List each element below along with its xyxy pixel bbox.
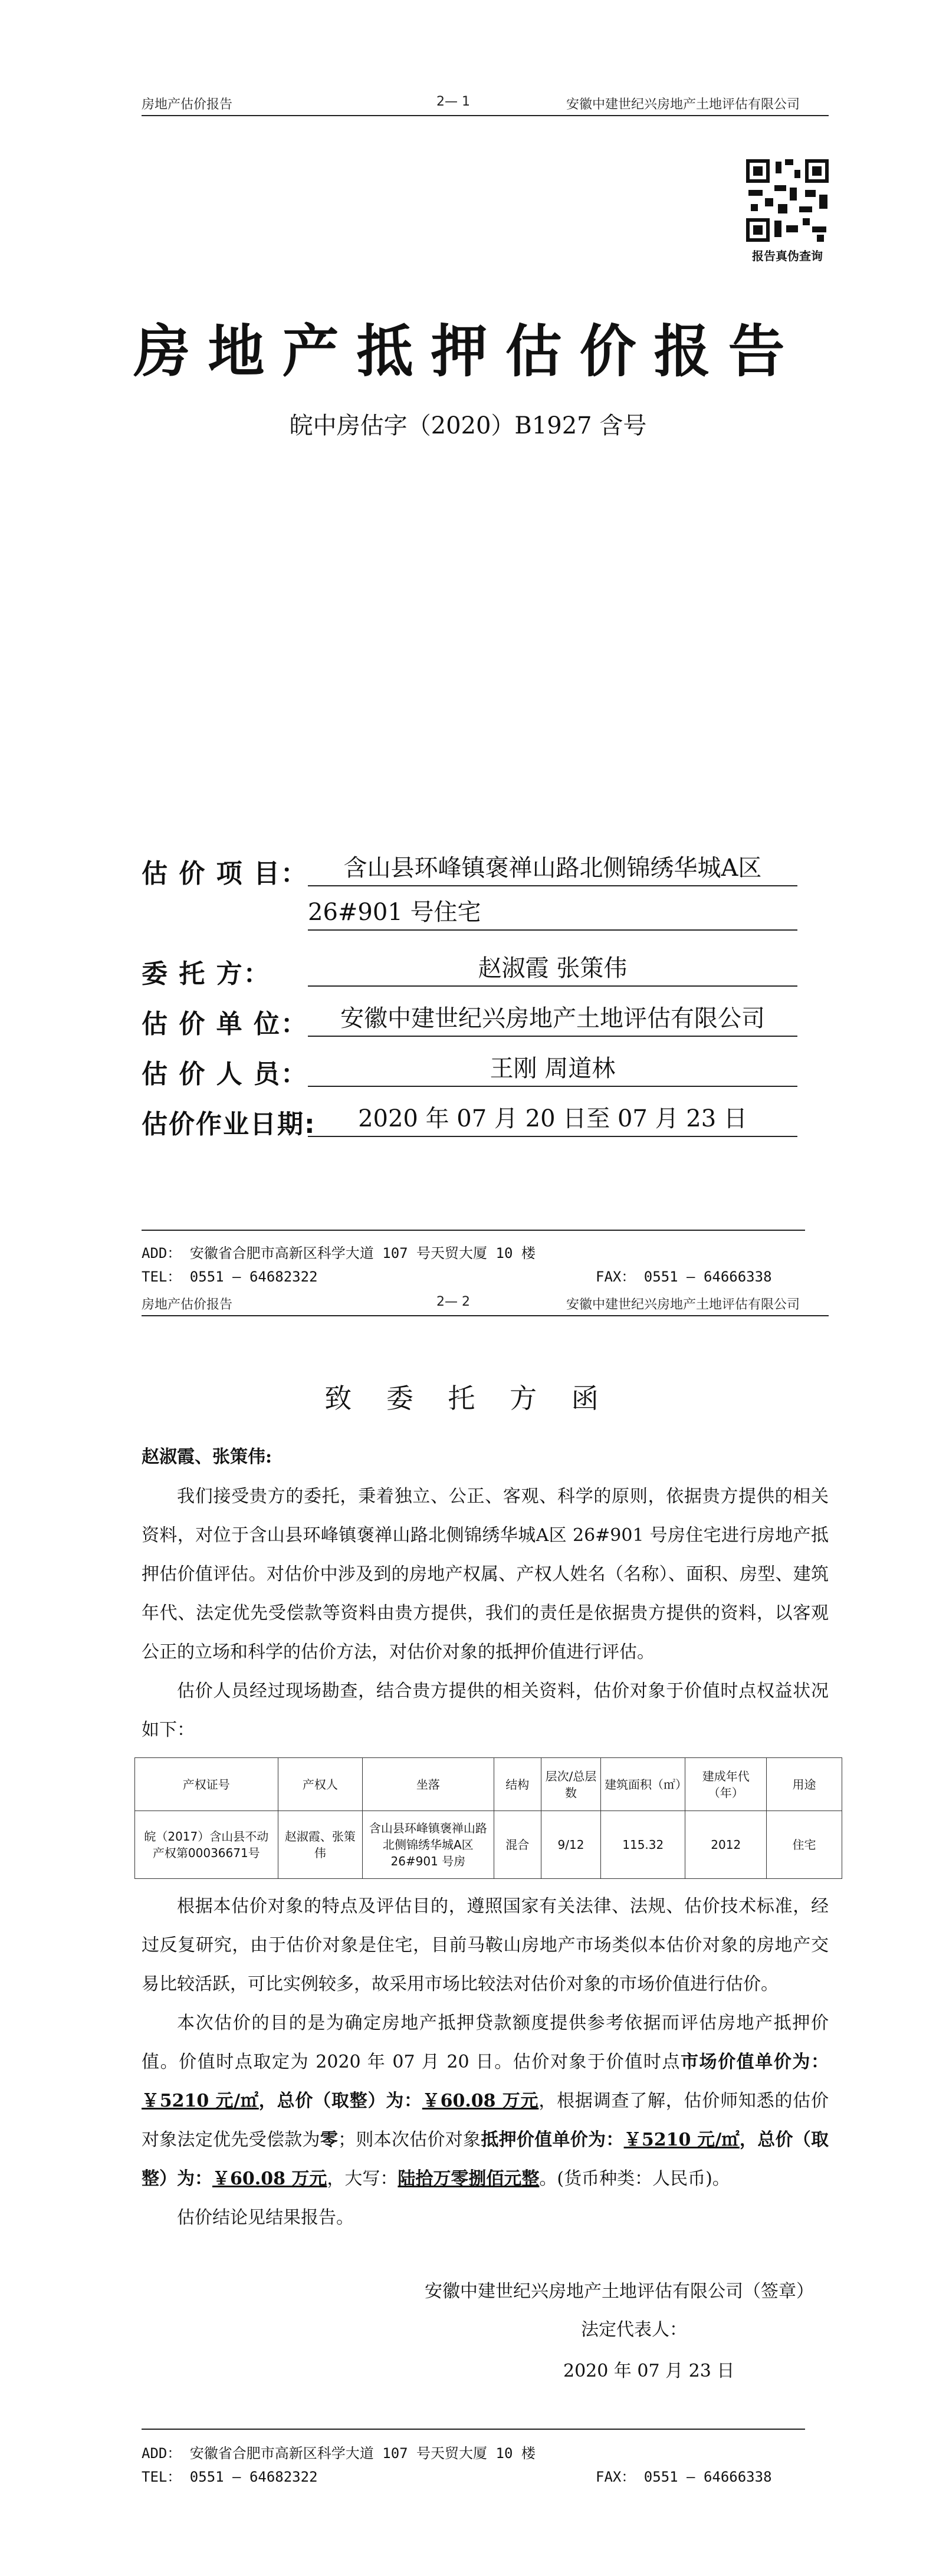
running-header-page: 2— 2 (436, 1294, 470, 1309)
project-value-line1: 含山县环峰镇褒禅山路北侧锦绣华城A区 (308, 849, 797, 886)
footer-address: ADD： 安徽省合肥市高新区科学大道 107 号天贸大厦 10 楼 (142, 1245, 536, 1261)
market-unit-price: ￥5210 元/㎡ (142, 2091, 259, 2111)
date-label: 估价作业日期: (142, 1109, 316, 1139)
mortgage-unit-price: ￥5210 元/㎡ (623, 2130, 740, 2150)
table-header-cell: 产权证号 (135, 1758, 278, 1811)
amount-in-words: 陆拾万零捌佰元整 (398, 2168, 540, 2189)
property-rights-table (134, 1757, 842, 1879)
table-cell-structure: 混合 (494, 1811, 541, 1879)
signature-company: 安徽中建世纪兴房地产土地评估有限公司（签章） (425, 2281, 814, 2302)
unit-value: 安徽中建世纪兴房地产土地评估有限公司 (308, 1000, 797, 1037)
project-label: 估 价 项 目： (142, 859, 308, 889)
footer-tel: TEL： 0551 — 64682322 (142, 1269, 318, 1285)
qr-caption: 报告真伪查询 (752, 249, 823, 263)
mortgage-total-price: ￥60.08 万元 (212, 2168, 327, 2189)
letter-title: 致 委 托 方 函 (324, 1382, 612, 1414)
footer-fax: FAX： 0551 — 64666338 (596, 1269, 772, 1285)
header-rule (142, 115, 829, 116)
table-cell-year: 2012 (685, 1811, 767, 1879)
running-header-left: 房地产估价报告 (142, 1297, 233, 1312)
table-cell-usage: 住宅 (767, 1811, 842, 1879)
running-header-right: 安徽中建世纪兴房地产土地评估有限公司 (566, 97, 800, 112)
signature-legal-rep: 法定代表人： (581, 2319, 687, 2340)
footer-rule (142, 2429, 805, 2430)
table-header-cell: 结构 (494, 1758, 541, 1811)
market-total-price: ￥60.08 万元 (422, 2091, 539, 2111)
letter-paragraph-1: 我们接受贵方的委托，秉着独立、公正、客观、科学的原则，依据贵方提供的相关资料，对位于含山县环峰镇褒禅山路北侧锦绣华城A区 26#901 号房住宅进行房地产抵押估价值评估。对估价中涉及到的房地产权属、产权人姓名（名称）、面积、房型、建筑年代、法定优先受偿款等资料由贵方提供，我们的责任是依据贵方提供的资料，以客观公正的立场和科学的估价方法，对估价对象的抵押价值进行评估。 (142, 1486, 829, 1662)
table-header-cell: 产权人 (278, 1758, 363, 1811)
table-cell-cert-no: 皖（2017）含山县不动产权第00036671号 (135, 1811, 278, 1879)
running-header-right: 安徽中建世纪兴房地产土地评估有限公司 (566, 1297, 800, 1312)
table-row (135, 1811, 842, 1879)
running-header-page: 2— 1 (436, 94, 470, 109)
staff-label: 估 价 人 员： (142, 1059, 308, 1089)
staff-value: 王刚 周道林 (308, 1050, 797, 1087)
table-header-cell: 坐落 (363, 1758, 494, 1811)
project-value-line2: 26#901 号住宅 (308, 893, 797, 931)
footer-fax: FAX： 0551 — 64666338 (596, 2469, 772, 2485)
date-value: 2020 年 07 月 20 日至 07 月 23 日 (308, 1100, 797, 1137)
qr-code-icon (746, 159, 829, 242)
table-header-cell: 层次/总层数 (541, 1758, 600, 1811)
table-cell-owner: 赵淑霞、张策伟 (278, 1811, 363, 1879)
signature-date: 2020 年 07 月 23 日 (563, 2361, 735, 2381)
report-title: 房地产抵押估价报告 (133, 318, 803, 385)
salutation: 赵淑霞、张策伟: (142, 1447, 272, 1467)
letter-paragraph-5: 估价结论见结果报告。 (177, 2207, 354, 2228)
letter-paragraph-3: 根据本估价对象的特点及评估目的，遵照国家有关法律、法规、估价技术标准，经过反复研究，由于估价对象是住宅，目前马鞍山房地产市场类似本估价对象的房地产交易比较活跃，可比实例较多，故采用市场比较法对估价对象的市场价值进行估价。 (142, 1896, 829, 1995)
letter-paragraph-4: 本次估价的目的是为确定房地产抵押贷款额度提供参考依据而评估房地产抵押价值。价值时点取定为 2020 年 07 月 20 日。估价对象于价值时点市场价值单价为：￥5210 元/㎡，总价（取整）为：￥60.08 万元，根据调查了解，估价师知悉的估价对象法定优先受偿款为零；则本次估价对象抵押价值单价为：￥5210 元/㎡，总价（取整）为：￥60.08 万元，大写：陆拾万零捌佰元整。(货币种类：人民币)。 (142, 2013, 829, 2189)
client-value: 赵淑霞 张策伟 (308, 949, 797, 987)
table-header-cell: 建成年代（年） (685, 1758, 767, 1811)
running-header-left: 房地产估价报告 (142, 97, 233, 112)
footer-tel: TEL： 0551 — 64682322 (142, 2469, 318, 2485)
table-cell-area: 115.32 (601, 1811, 685, 1879)
table-cell-location: 含山县环峰镇褒禅山路北侧锦绣华城A区 26#901 号房 (363, 1811, 494, 1879)
footer-address: ADD： 安徽省合肥市高新区科学大道 107 号天贸大厦 10 楼 (142, 2445, 536, 2462)
table-header-cell: 用途 (767, 1758, 842, 1811)
table-header-cell: 建筑面积（㎡） (601, 1758, 685, 1811)
table-cell-floor: 9/12 (541, 1811, 600, 1879)
report-number: 皖中房估字（2020）B1927 含号 (289, 412, 647, 439)
header-rule (142, 1315, 829, 1316)
letter-paragraph-2: 估价人员经过现场勘查，结合贵方提供的相关资料，估价对象于价值时点权益状况如下： (142, 1681, 829, 1740)
client-label: 委 托 方： (142, 959, 271, 989)
footer-rule (142, 1230, 805, 1231)
table-header-row (135, 1758, 842, 1811)
unit-label: 估 价 单 位： (142, 1009, 308, 1039)
